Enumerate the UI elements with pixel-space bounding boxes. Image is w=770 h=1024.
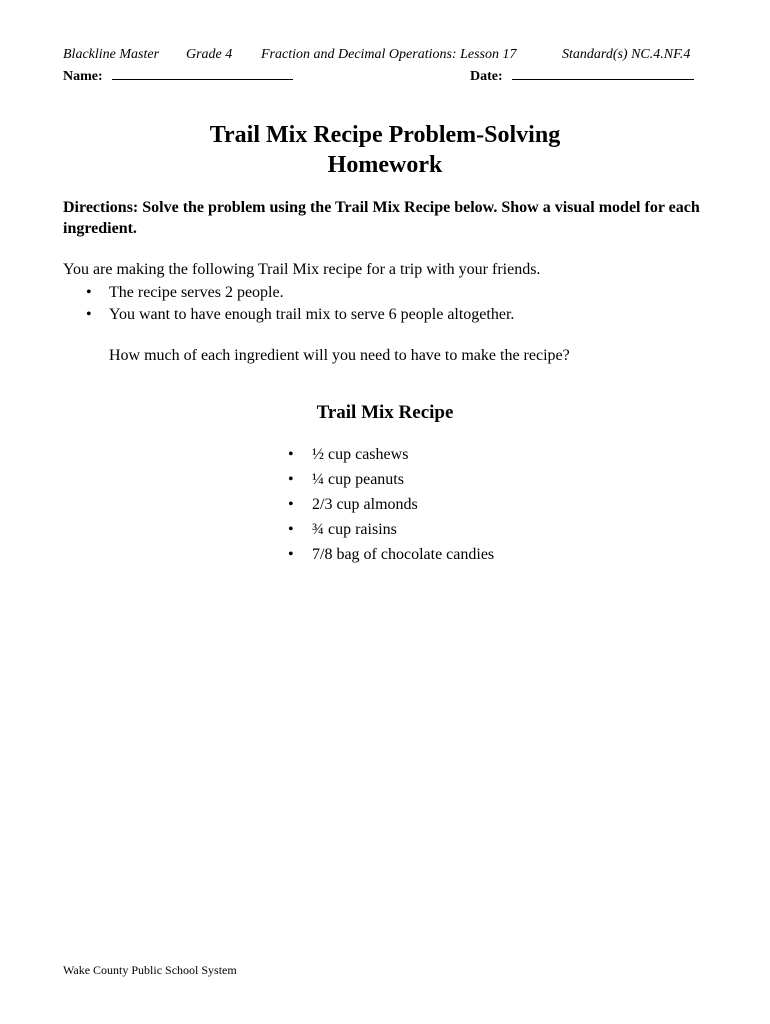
title-line-1: Trail Mix Recipe Problem-Solving [209, 122, 561, 148]
footer-text: Wake County Public School System [63, 963, 237, 977]
title-line-2: Homework [327, 152, 443, 178]
condition-list [83, 282, 514, 326]
recipe-item: • 2/3 cup almonds [285, 492, 494, 517]
list-item: • The recipe serves 2 people. [83, 282, 514, 304]
recipe-title: Trail Mix Recipe [316, 402, 454, 423]
page-title [0, 120, 770, 180]
recipe-item: • 7/8 bag of chocolate candies [285, 542, 494, 567]
list-item: • You want to have enough trail mix to serve 6 people altogether. [83, 304, 514, 326]
blackline-label: Blackline Master [63, 47, 160, 62]
recipe-item: • ¾ cup raisins [285, 517, 494, 542]
lesson-label: Fraction and Decimal Operations: Lesson 17 [261, 47, 517, 62]
date-field[interactable] [512, 66, 694, 80]
date-label: Date: [470, 69, 503, 84]
directions-text: Directions: Solve the problem using the Trail Mix Recipe below. Show a visual model for each ingredient. [63, 199, 700, 237]
recipe-item: • ½ cup cashews [285, 442, 494, 467]
intro-text: You are making the following Trail Mix recipe for a trip with your friends. [63, 261, 541, 278]
recipe-item: • ¼ cup peanuts [285, 467, 494, 492]
name-field[interactable] [112, 66, 293, 80]
grade-label: Grade 4 [186, 47, 233, 62]
name-label: Name: [63, 69, 103, 84]
standard-label: Standard(s) NC.4.NF.4 [562, 47, 691, 62]
recipe-list [285, 442, 494, 567]
question-text: How much of each ingredient will you need to have to make the recipe? [109, 347, 570, 364]
